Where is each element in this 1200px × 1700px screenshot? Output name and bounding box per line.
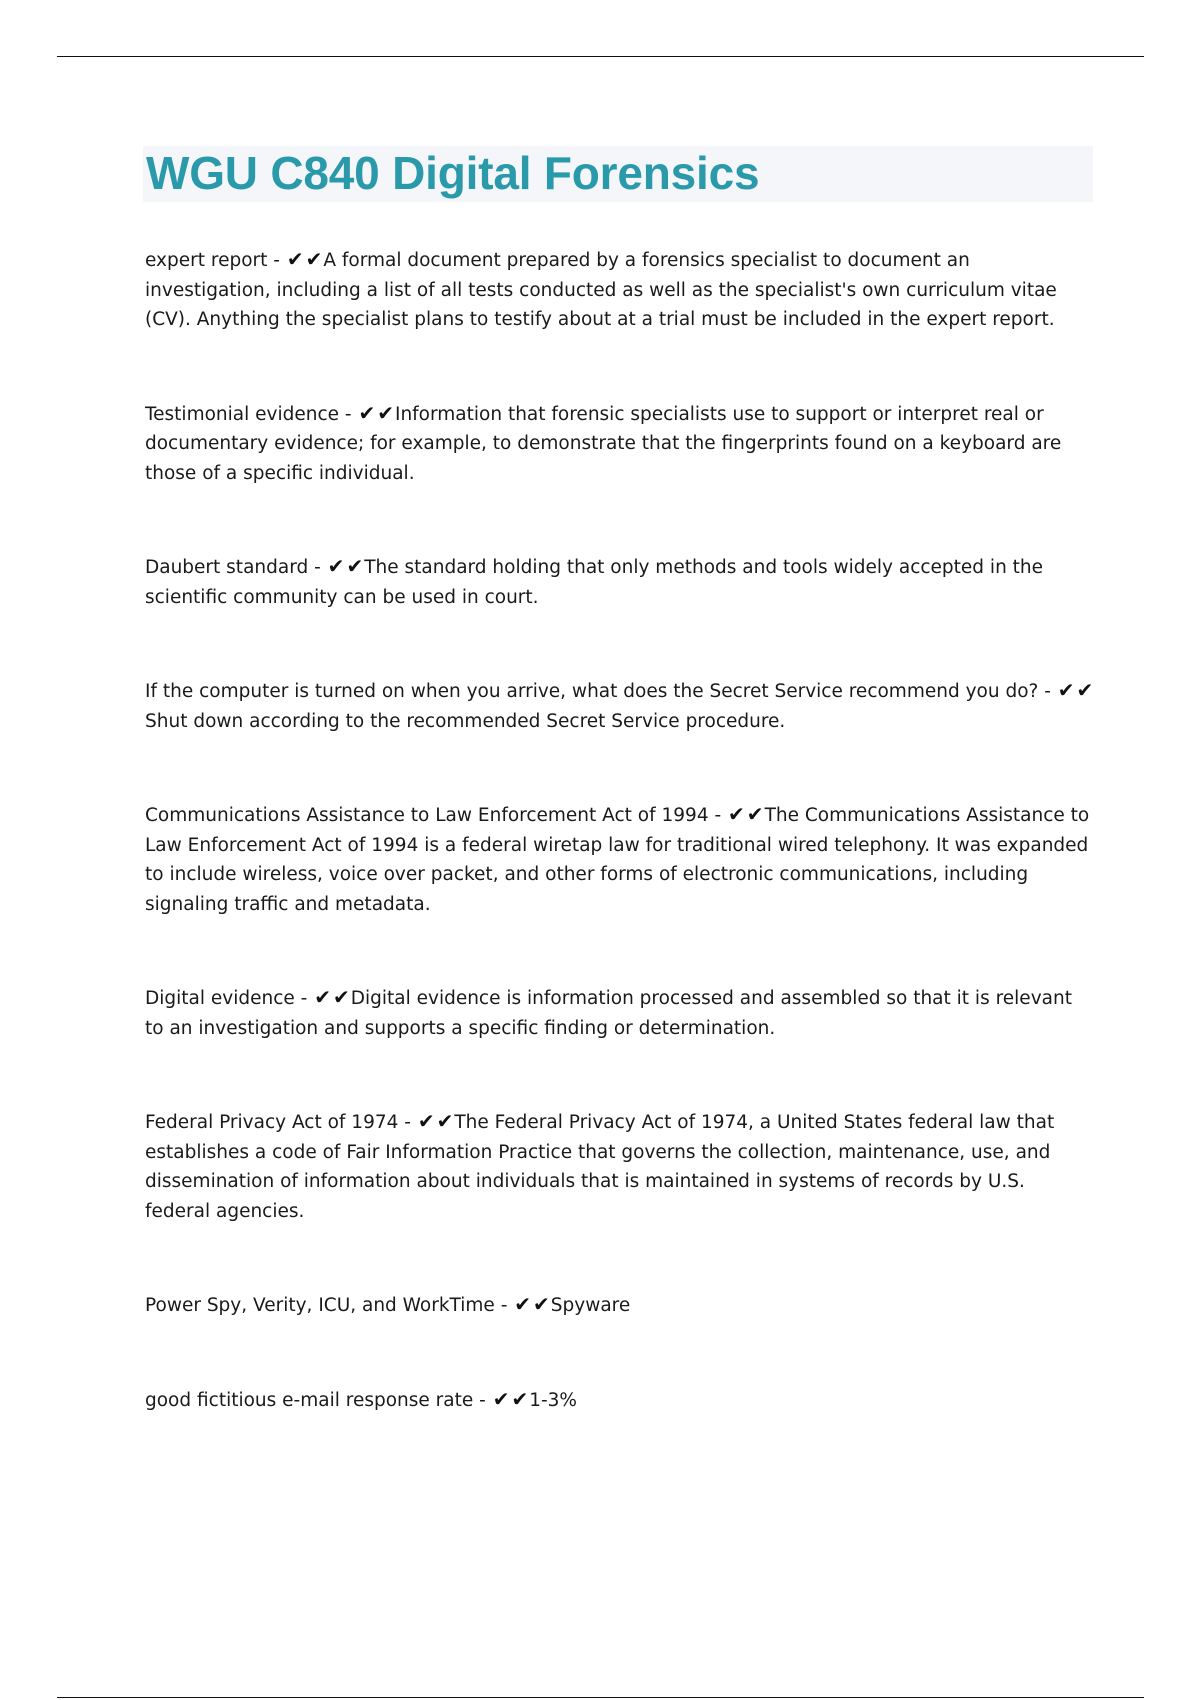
term-separator: - xyxy=(267,250,286,271)
entry-term: Testimonial evidence xyxy=(145,403,340,425)
checkmark-icon: ✔ xyxy=(533,1292,550,1316)
checkmark-icon: ✔ xyxy=(305,247,323,271)
checkmark-icon: ✔ xyxy=(417,1109,435,1133)
entry-definition: A formal document prepared by a forensics specialist to document an investigation, including a list of all tests conducted as well as the specialist's own curriculum vitae (CV). Anything the specialist plans to testify about at a trial must be included in the expert report. xyxy=(145,250,1057,330)
flashcard-entry xyxy=(145,399,1095,489)
checkmark-icon: ✔ xyxy=(514,1292,532,1316)
term-separator: - xyxy=(473,1389,492,1411)
document-title: WGU C840 Digital Forensics xyxy=(146,147,760,199)
checkmark-icon: ✔ xyxy=(358,400,376,425)
checkmark-icon: ✔ xyxy=(511,1386,529,1411)
entry-definition: Shut down according to the recommended Secret Service procedure. xyxy=(145,710,786,732)
entry-definition: The Communications Assistance to Law Enforcement Act of 1994 is a federal wiretap law for traditional wired telephony. It was expanded to include wireless, voice over packet, and other forms of electronic communications, including signaling traffic and metadata. xyxy=(145,805,1090,915)
term-separator: - xyxy=(339,403,358,425)
entry-definition: 1-3% xyxy=(529,1389,578,1411)
flashcard-entry xyxy=(145,983,1095,1043)
entry-term: Digital evidence xyxy=(145,988,295,1009)
entry-term: Daubert standard xyxy=(145,557,309,578)
entry-term: Communications Assistance to Law Enforcement Act of 1994 xyxy=(145,805,709,826)
checkmark-icon: ✔ xyxy=(346,554,364,578)
term-separator: - xyxy=(308,557,327,578)
entry-term: Federal Privacy Act of 1974 xyxy=(145,1112,399,1133)
flashcard-entry xyxy=(145,1107,1095,1226)
checkmark-icon: ✔ xyxy=(492,1386,510,1411)
checkmark-icon: ✔ xyxy=(1057,678,1075,702)
flashcard-entry xyxy=(145,1290,1095,1321)
entry-term: expert report xyxy=(145,250,268,271)
checkmark-icon: ✔ xyxy=(314,985,331,1009)
term-separator: - xyxy=(708,805,728,826)
entry-term: good fictitious e-mail response rate xyxy=(145,1389,474,1411)
checkmark-icon: ✔ xyxy=(746,802,764,826)
entry-definition: Information that forensic specialists use to support or interpret real or documentary evidence; for example, to demonstrate that the fingerprints found on a keyboard are those of a specific individual. xyxy=(145,403,1062,484)
entry-definition: The standard holding that only methods and tools widely accepted in the scientific community can be used in court. xyxy=(145,557,1044,608)
flashcard-entry xyxy=(145,676,1095,736)
entry-term: Power Spy, Verity, ICU, and WorkTime xyxy=(145,1295,495,1316)
checkmark-icon: ✔ xyxy=(728,802,745,826)
flashcard-entry xyxy=(145,1385,1095,1416)
checkmark-icon: ✔ xyxy=(286,247,304,271)
checkmark-icon: ✔ xyxy=(1076,678,1094,702)
term-separator: - xyxy=(494,1295,514,1316)
checkmark-icon: ✔ xyxy=(332,985,350,1009)
term-separator: - xyxy=(294,988,314,1009)
entry-definition: The Federal Privacy Act of 1974, a United States federal law that establishes a code of Fair Information Practice that governs the collection, maintenance, use, and dissemination of information about individuals that is maintained in systems of records by U.S. federal agencies. xyxy=(145,1112,1055,1222)
checkmark-icon: ✔ xyxy=(327,554,345,578)
checkmark-icon: ✔ xyxy=(436,1109,454,1133)
flashcard-list xyxy=(145,245,1095,1479)
flashcard-entry xyxy=(145,245,1095,335)
top-divider xyxy=(57,56,1144,57)
entry-term: If the computer is turned on when you arrive, what does the Secret Service recommend you do? xyxy=(145,681,1039,702)
checkmark-icon: ✔ xyxy=(377,400,394,425)
flashcard-entry xyxy=(145,800,1095,919)
bottom-divider xyxy=(57,1697,1144,1698)
entry-definition: Spyware xyxy=(550,1295,631,1316)
term-separator: - xyxy=(1038,681,1057,702)
term-separator: - xyxy=(398,1112,417,1133)
flashcard-entry xyxy=(145,552,1095,612)
entry-definition: Digital evidence is information processed and assembled so that it is relevant to an investigation and supports a specific finding or determination. xyxy=(145,988,1072,1039)
